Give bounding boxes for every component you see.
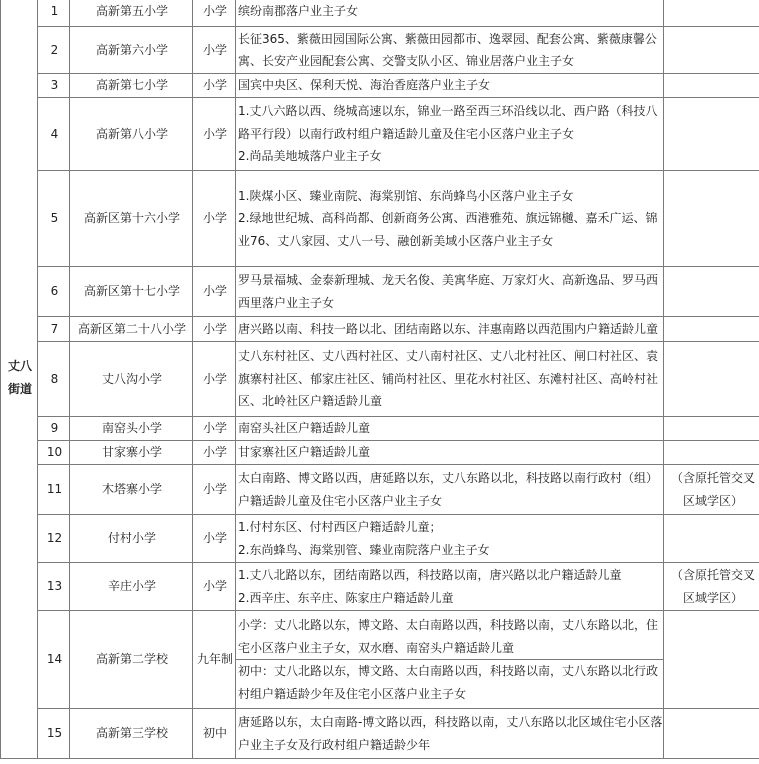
table-row <box>1 342 759 417</box>
table-row <box>1 709 759 759</box>
school-level: 九年制 <box>193 611 236 709</box>
row-number: 14 <box>38 611 70 709</box>
area-line: 丈八东村社区、丈八西村社区、丈八南村社区、丈八北村社区、闸口村社区、袁旗寨村社区、郁家庄社区、铺尚村社区、里花水村社区、东滩村社区、高岭村社区、北岭社区户籍适龄儿童 <box>238 349 659 409</box>
area-line: 缤纷南郡落户业主子女 <box>238 4 359 19</box>
remark-cell: （含原托管交叉区域学区） <box>664 465 759 515</box>
table-row <box>1 74 759 98</box>
remark-cell <box>664 709 759 759</box>
school-level: 小学 <box>193 98 236 171</box>
table-row <box>1 441 759 465</box>
row-number: 13 <box>38 563 70 611</box>
row-number: 8 <box>38 342 70 417</box>
enrollment-area <box>236 709 664 759</box>
school-name: 高新第七小学 <box>70 74 193 98</box>
area-line: 2.西辛庄、东辛庄、陈家庄户籍适龄儿童 <box>238 590 454 605</box>
school-name: 高新区第十七小学 <box>70 267 193 317</box>
remark-cell <box>664 441 759 465</box>
remark-cell <box>664 417 759 441</box>
district-cell: 丈八街道 <box>1 0 38 759</box>
school-level: 小学 <box>193 441 236 465</box>
area-line: 初中：丈八北路以东，博文路、太白南路以西，科技路以南，丈八东路以北行政村组户籍适龄少年及住宅小区落户业主子女 <box>236 659 663 705</box>
area-line: 2.绿地世纪城、高科尚都、创新商务公寓、西港雅苑、旗远锦樾、嘉禾广运、锦业76、丈八家园、丈八一号、融创新美域小区落户业主子女 <box>238 211 658 248</box>
enrollment-area <box>236 515 664 563</box>
row-number: 6 <box>38 267 70 317</box>
enrollment-area <box>236 563 664 611</box>
table-row <box>1 27 759 74</box>
school-name: 木塔寨小学 <box>70 465 193 515</box>
school-level: 小学 <box>193 171 236 267</box>
remark-cell <box>664 515 759 563</box>
table-row <box>1 465 759 515</box>
table-row <box>1 171 759 267</box>
enrollment-area <box>236 342 664 417</box>
table-row <box>1 0 759 27</box>
school-name: 高新第八小学 <box>70 98 193 171</box>
table-row <box>1 563 759 611</box>
enrollment-area <box>236 441 664 465</box>
row-number: 5 <box>38 171 70 267</box>
area-line: 唐延路以东，太白南路-博文路以西，科技路以南，丈八东路以北区域住宅小区落户业主子女及行政村组户籍适龄少年 <box>238 715 663 752</box>
enrollment-area <box>236 465 664 515</box>
table-row <box>1 515 759 563</box>
school-name: 付村小学 <box>70 515 193 563</box>
remark-cell <box>664 27 759 74</box>
row-number: 7 <box>38 317 70 342</box>
school-name: 南窑头小学 <box>70 417 193 441</box>
row-number: 4 <box>38 98 70 171</box>
remark-cell <box>664 611 759 709</box>
school-name: 高新第二学校 <box>70 611 193 709</box>
remark-cell <box>664 267 759 317</box>
enrollment-area <box>236 317 664 342</box>
school-level: 小学 <box>193 74 236 98</box>
school-name: 辛庄小学 <box>70 563 193 611</box>
area-line: 1.付村东区、付村西区户籍适龄儿童； <box>238 520 442 534</box>
table-row <box>1 267 759 317</box>
area-line: 2.尚品美地城落户业主子女 <box>238 149 382 164</box>
enrollment-area <box>236 27 664 74</box>
enrollment-area <box>236 98 664 171</box>
remark-cell <box>664 342 759 417</box>
enrollment-area <box>236 0 664 27</box>
area-line: 1.丈八六路以西、绕城高速以东，锦业一路至西三环沿线以北、西户路（科技八路平行段）以南行政村组户籍适龄儿童及住宅小区落户业主子女 <box>238 104 658 141</box>
school-level: 小学 <box>193 342 236 417</box>
school-level: 小学 <box>193 0 236 27</box>
school-level: 小学 <box>193 417 236 441</box>
area-line: 南窑头社区户籍适龄儿童 <box>238 421 371 436</box>
row-number: 1 <box>38 0 70 27</box>
enrollment-area <box>236 611 664 709</box>
enrollment-area <box>236 74 664 98</box>
school-name: 高新区第十六小学 <box>70 171 193 267</box>
area-line: 甘家寨社区户籍适龄儿童 <box>238 445 371 460</box>
area-line: 长征365、紫薇田园国际公寓、紫薇田园都市、逸翠园、配套公寓、紫薇康馨公寓、长安产业园配套公寓、交警支队小区、锦业居落户业主子女 <box>238 31 657 68</box>
school-name: 高新第五小学 <box>70 0 193 27</box>
area-line: 1.陕煤小区、臻业南院、海棠别馆、东尚蜂鸟小区落户业主子女 <box>238 188 574 203</box>
remark-cell <box>664 317 759 342</box>
area-line: 太白南路、博文路以西，唐延路以东，丈八东路以北，科技路以南行政村（组）户籍适龄儿童及住宅小区落户业主子女 <box>238 471 659 508</box>
school-level: 小学 <box>193 317 236 342</box>
row-number: 15 <box>38 709 70 759</box>
enrollment-area <box>236 417 664 441</box>
school-level: 初中 <box>193 709 236 759</box>
remark-cell <box>664 0 759 27</box>
remark-cell <box>664 171 759 267</box>
school-level: 小学 <box>193 465 236 515</box>
school-level: 小学 <box>193 27 236 74</box>
area-line: 小学：丈八北路以东，博文路、太白南路以西，科技路以南，丈八东路以北，住宅小区落户业主子女，双水磨、南窑头户籍适龄儿童 <box>238 618 659 655</box>
school-name: 甘家寨小学 <box>70 441 193 465</box>
row-number: 10 <box>38 441 70 465</box>
area-line: 罗马景福城、金泰新理城、龙天名俊、美寓华庭、万家灯火、高新逸品、罗马西西里落户业主子女 <box>238 273 659 310</box>
row-number: 3 <box>38 74 70 98</box>
school-level: 小学 <box>193 563 236 611</box>
area-line: 2.东尚蜂鸟、海棠别管、臻业南院落户业主子女 <box>238 542 490 557</box>
area-line: 唐兴路以南、科技一路以北、团结南路以东、沣惠南路以西范围内户籍适龄儿童 <box>238 321 659 336</box>
area-line: 国宾中央区、保利天悦、海治香庭落户业主子女 <box>238 78 491 93</box>
school-name: 丈八沟小学 <box>70 342 193 417</box>
table-row <box>1 611 759 709</box>
enrollment-area <box>236 171 664 267</box>
row-number: 2 <box>38 27 70 74</box>
school-name: 高新第三学校 <box>70 709 193 759</box>
table-row <box>1 417 759 441</box>
area-line: 1.丈八北路以东，团结南路以西，科技路以南，唐兴路以北户籍适龄儿童 <box>238 568 622 582</box>
row-number: 12 <box>38 515 70 563</box>
row-number: 9 <box>38 417 70 441</box>
remark-cell <box>664 74 759 98</box>
school-name: 高新区第二十八小学 <box>70 317 193 342</box>
school-level: 小学 <box>193 515 236 563</box>
school-level: 小学 <box>193 267 236 317</box>
school-name: 高新第六小学 <box>70 27 193 74</box>
remark-cell <box>664 98 759 171</box>
table-row <box>1 317 759 342</box>
enrollment-area <box>236 267 664 317</box>
table-row <box>1 98 759 171</box>
remark-cell: （含原托管交叉区域学区） <box>664 563 759 611</box>
row-number: 11 <box>38 465 70 515</box>
